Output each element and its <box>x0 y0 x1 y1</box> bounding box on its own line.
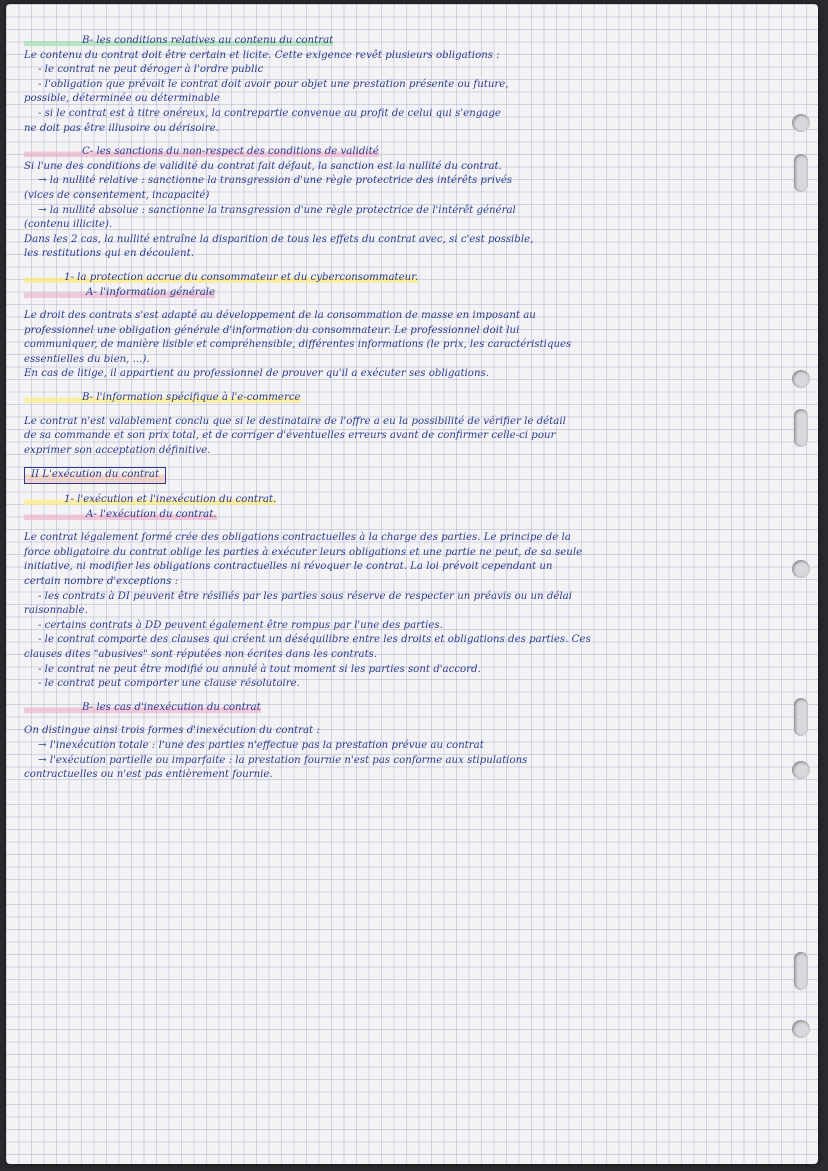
note-line <box>24 508 774 523</box>
text-line: clauses dites "abusives" sont réputées non écrites dans les contrats. <box>24 648 378 660</box>
note-line <box>24 286 774 301</box>
text-line: En cas de litige, il appartient au professionnel de prouver qu'il a exécuter ses obligations. <box>24 368 489 380</box>
note-line <box>24 590 774 605</box>
text-line: → la nullité relative : sanctionne la transgression d'une règle protectrice des intérêts privés <box>38 175 513 187</box>
text-line: - le contrat ne peut être modifié ou annulé à tout moment si les parties sont d'accord. <box>38 663 481 675</box>
text-line: - le contrat comporte des clauses qui créent un déséquilibre entre les droits et obligations des parties. Ces <box>38 634 591 646</box>
text-line: - si le contrat est à titre onéreux, la contrepartie convenue au profit de celui qui s'engage <box>38 107 501 119</box>
text-line: contractuelles ou n'est pas entièrement fournie. <box>24 769 273 781</box>
text-line: les restitutions qui en découlent. <box>24 248 194 260</box>
binder-slot <box>794 952 808 990</box>
binder-hole <box>792 1020 810 1038</box>
line-gap <box>24 484 774 493</box>
note-line <box>24 174 774 189</box>
note-line <box>24 701 774 716</box>
text-line: possible, déterminée ou déterminable <box>24 93 220 105</box>
handwritten-notes <box>24 34 774 783</box>
text-line: Le contrat légalement formé crée des obligations contractuelles à la charge des parties. Le principe de la <box>24 532 571 544</box>
note-line <box>24 218 774 233</box>
note-line <box>24 107 774 122</box>
note-line <box>24 189 774 204</box>
text-line: - l'obligation que prévoit le contrat doit avoir pour objet une prestation présente ou future, <box>38 78 509 90</box>
text-line: - le contrat peut comporter une clause résolutoire. <box>38 678 300 690</box>
text-line: (vices de consentement, incapacité) <box>24 189 210 201</box>
text-line: A- l'exécution du contrat. <box>24 509 217 520</box>
note-line <box>24 768 774 783</box>
text-line: On distingue ainsi trois formes d'inexécution du contrat : <box>24 725 320 737</box>
line-gap <box>24 692 774 701</box>
note-line <box>24 63 774 78</box>
part-heading <box>24 467 774 484</box>
note-line <box>24 145 774 160</box>
note-line <box>24 604 774 619</box>
text-line: B- les conditions relatives au contenu du contrat <box>24 35 333 46</box>
text-line: → l'inexécution totale : l'une des parties n'effectue pas la prestation prévue au contrat <box>38 739 484 751</box>
note-line <box>24 353 774 368</box>
note-line <box>24 754 774 769</box>
note-line <box>24 429 774 444</box>
note-line <box>24 633 774 648</box>
line-gap <box>24 715 774 724</box>
line-gap <box>24 522 774 531</box>
note-line <box>24 34 774 49</box>
line-gap <box>24 382 774 391</box>
text-line: - le contrat ne peut déroger à l'ordre public <box>38 64 264 76</box>
line-gap <box>24 300 774 309</box>
note-line <box>24 49 774 64</box>
binder-slot <box>794 154 808 192</box>
note-line <box>24 309 774 324</box>
text-line: (contenu illicite). <box>24 219 113 231</box>
text-line: Le droit des contrats s'est adapté au développement de la consommation de masse en imposant au <box>24 310 536 322</box>
note-line <box>24 575 774 590</box>
note-line <box>24 560 774 575</box>
binder-slot <box>794 698 808 736</box>
note-line <box>24 122 774 137</box>
note-line <box>24 648 774 663</box>
text-line: communiquer, de manière lisible et compréhensible, différentes informations (le prix, les caractéristiques <box>24 339 572 351</box>
text-line: 1- la protection accrue du consommateur et du cyberconsommateur. <box>24 272 418 283</box>
text-line: Si l'une des conditions de validité du contrat fait défaut, la sanction est la nullité du contrat. <box>24 160 502 172</box>
notebook-page <box>6 4 818 1164</box>
note-line <box>24 391 774 406</box>
note-line <box>24 546 774 561</box>
note-line <box>24 367 774 382</box>
note-line <box>24 663 774 678</box>
text-line: B- les cas d'inexécution du contrat <box>24 702 261 713</box>
text-line: - certains contrats à DD peuvent également être rompus par l'une des parties. <box>38 619 443 631</box>
text-line: C- les sanctions du non-respect des conditions de validité <box>24 146 379 157</box>
note-line <box>24 444 774 459</box>
note-line <box>24 415 774 430</box>
text-line: de sa commande et son prix total, et de corriger d'éventuelles erreurs avant de confirmer celle-ci pour <box>24 430 556 442</box>
note-line <box>24 78 774 93</box>
text-line: essentielles du bien, ...). <box>24 353 150 365</box>
note-line <box>24 160 774 175</box>
text-line: certain nombre d'exceptions : <box>24 576 179 587</box>
text-line: 1- l'exécution et l'inexécution du contrat. <box>24 494 276 505</box>
note-line <box>24 739 774 754</box>
note-line <box>24 677 774 692</box>
text-line: → l'exécution partielle ou imparfaite : la prestation fournie n'est pas conforme aux stipulations <box>38 754 528 766</box>
binder-hole <box>792 560 810 578</box>
text-line: force obligatoire du contrat oblige les parties à exécuter leurs obligations et une partie ne peut, de sa seule <box>24 546 583 558</box>
note-line <box>24 724 774 739</box>
text-line: initiative, ni modifier les obligations contractuelles ni révoquer le contrat. La loi prévoit cependant un <box>24 561 553 573</box>
line-gap <box>24 458 774 467</box>
line-gap <box>24 262 774 271</box>
note-line <box>24 92 774 107</box>
note-line <box>24 619 774 634</box>
text-line: ne doit pas être illusoire ou dérisoire. <box>24 122 219 134</box>
text-line: Le contenu du contrat doit être certain et licite. Cette exigence revêt plusieurs obligations : <box>24 49 500 61</box>
text-line: exprimer son acceptation définitive. <box>24 444 211 456</box>
note-line <box>24 204 774 219</box>
part-2-heading: II L'exécution du contrat <box>24 467 166 484</box>
line-gap <box>24 406 774 415</box>
binder-hole <box>792 114 810 132</box>
binder-hole <box>792 370 810 388</box>
binder-slot <box>794 409 808 447</box>
line-gap <box>24 136 774 145</box>
text-line: Le contrat n'est valablement conclu que si le destinataire de l'offre a eu la possibilité de vérifier le détail <box>24 415 566 427</box>
note-line <box>24 531 774 546</box>
text-line: A- l'information générale <box>24 287 215 298</box>
note-line <box>24 247 774 262</box>
text-line: - les contrats à DI peuvent être résiliés par les parties sous réserve de respecter un préavis ou un délai <box>38 590 572 602</box>
note-line <box>24 493 774 508</box>
binder-hole <box>792 761 810 779</box>
text-line: B- l'information spécifique à l'e-commerce <box>24 392 301 403</box>
note-line <box>24 233 774 248</box>
note-line <box>24 338 774 353</box>
text-line: → la nullité absolue : sanctionne la transgression d'une règle protectrice de l'intérêt général <box>38 204 516 216</box>
note-line <box>24 271 774 286</box>
text-line: Dans les 2 cas, la nullité entraîne la disparition de tous les effets du contrat avec, si c'est possible, <box>24 233 534 245</box>
text-line: professionnel une obligation générale d'information du consommateur. Le professionnel doit lui <box>24 324 520 336</box>
text-line: raisonnable. <box>24 605 88 617</box>
note-line <box>24 324 774 339</box>
